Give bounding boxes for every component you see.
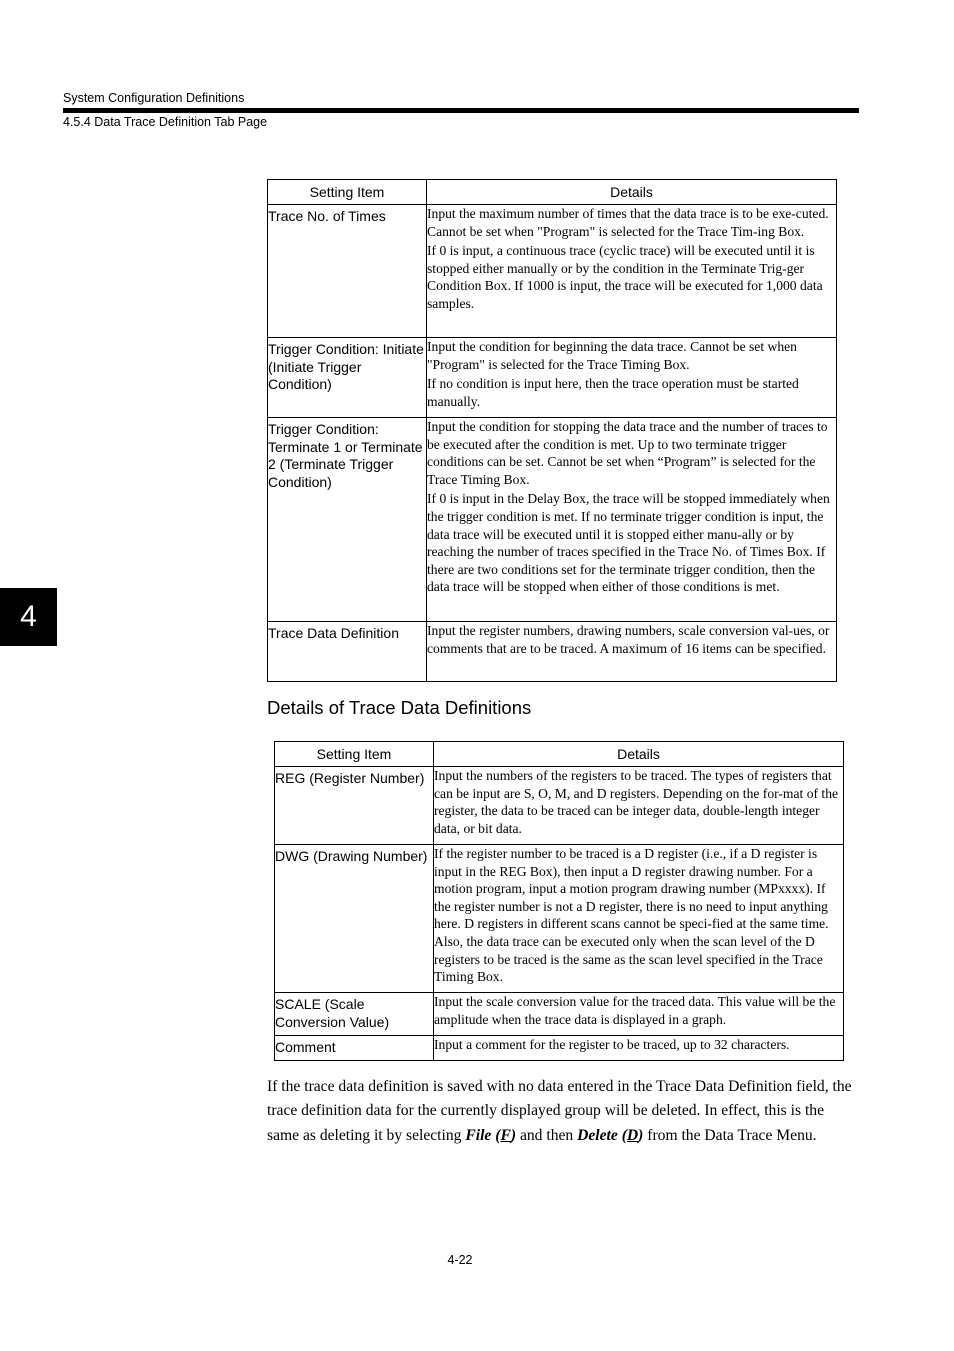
setting-item-cell: DWG (Drawing Number) (275, 845, 434, 993)
details-text: Input a comment for the register to be traced, up to 32 characters. (434, 1037, 790, 1052)
delete-menu-ref (577, 1127, 643, 1144)
table-row (268, 622, 837, 682)
setting-item-cell: SCALE (Scale Conversion Value) (275, 993, 434, 1036)
file-label: File ( (465, 1126, 501, 1144)
paragraph-text: from the Data Trace Menu. (643, 1126, 817, 1144)
details-text: If the register number to be traced is a D register (i.e., if a D register is input in the REG Box), then input a D register drawing number. For a motion program, input a motion program drawing number (MPxxxx). If the register number is not a D register, there is no need to input anything here. D registers in different scans cannot be speci-fied at the same time. Also, the data trace can be executed only when the scan level of the D registers to be traced is the same as the scan level specified in the Trace Timing Box. (434, 846, 829, 985)
table-row (268, 418, 837, 622)
section-title: 4.5.4 Data Trace Definition Tab Page (63, 115, 268, 129)
details-cell (427, 418, 837, 622)
details-text: Input the scale conversion value for the traced data. This value will be the amplitude when the trace data is displayed in a graph. (434, 994, 836, 1027)
setting-item-cell: Comment (275, 1036, 434, 1061)
file-menu-ref (465, 1127, 516, 1144)
details-cell (427, 622, 837, 682)
setting-item-cell: Trace Data Definition (268, 622, 427, 682)
details-cell (434, 993, 844, 1036)
column-header-item: Setting Item (268, 180, 427, 205)
table-row (275, 993, 844, 1036)
table-header-row (275, 742, 844, 767)
details-text: Input the register numbers, drawing numbers, scale conversion val-ues, or comments that are to be traced. A maximum of 16 items can be specified. (427, 623, 830, 656)
chapter-tab: 4 (0, 588, 57, 646)
file-close-paren: ) (510, 1126, 517, 1144)
details-text: If no condition is input here, then the trace operation must be started manually. (427, 376, 799, 409)
setting-item-cell: Trigger Condition: Terminate 1 or Terminate 2 (Terminate Trigger Condition) (268, 418, 427, 622)
table-row (275, 845, 844, 993)
column-header-details: Details (427, 180, 837, 205)
details-cell (427, 205, 837, 338)
details-text: Input the condition for stopping the data trace and the number of traces to be executed after the condition is met. Up to two terminate trigger conditions can be set. Cannot be set when “Program” is selected for the Trace Timing Box. (427, 419, 828, 487)
table-row (275, 767, 844, 845)
body-paragraph (267, 1075, 859, 1148)
details-cell (434, 845, 844, 993)
details-text: If 0 is input, a continuous trace (cyclic trace) will be executed until it is stopped either manually or by the condition in the Terminate Trig-ger Condition Box. If 1000 is input, the trace will be executed for 1,000 data samples. (427, 243, 823, 311)
details-text: Input the condition for beginning the data trace. Cannot be set when "Program" is selected for the Trace Timing Box. (427, 339, 797, 372)
details-cell (434, 767, 844, 845)
delete-label: Delete ( (577, 1126, 627, 1144)
table-row (268, 338, 837, 418)
table-header-row (268, 180, 837, 205)
column-header-details: Details (434, 742, 844, 767)
details-cell (434, 1036, 844, 1061)
settings-table (267, 179, 837, 682)
details-text: Input the numbers of the registers to be traced. The types of registers that can be input are S, O, M, and D registers. Depending on the for-mat of the register, the data to be traced can be integer data, double-length integer data, or bit data. (434, 768, 839, 836)
column-header-item: Setting Item (275, 742, 434, 767)
file-key: F (500, 1126, 511, 1144)
details-text: If 0 is input in the Delay Box, the trace will be stopped immediately when the trigger condition is met. If no terminate trigger condition is input, the data trace will be executed until it is stopped either manu-ally or by reaching the number of traces specified in the Trace No. of Times Box. If there are two conditions set for the terminate trigger condition, then the data trace will be stopped when either of those conditions is met. (427, 491, 830, 595)
setting-item-cell: Trigger Condition: Initiate (Initiate Trigger Condition) (268, 338, 427, 418)
header-rule (63, 108, 859, 113)
details-text: Input the maximum number of times that the data trace is to be exe-cuted. Cannot be set when "Program" is selected for the Trace Tim-ing Box. (427, 206, 829, 239)
table-row (268, 205, 837, 338)
chapter-title: System Configuration Definitions (63, 91, 245, 105)
paragraph-text: If the trace data definition is saved with no data entered in the Trace Data Definition field, the trace definition data for the currently displayed group will be deleted. In effect, this is the same as deleting it by selecting (267, 1078, 852, 1144)
page-number: 4-22 (447, 1253, 473, 1267)
setting-item-cell: Trace No. of Times (268, 205, 427, 338)
delete-key: D (626, 1126, 639, 1144)
details-cell (427, 338, 837, 418)
trace-data-table (274, 741, 844, 1061)
table-row (275, 1036, 844, 1061)
delete-close-paren: ) (638, 1126, 644, 1144)
setting-item-cell: REG (Register Number) (275, 767, 434, 845)
paragraph-text: and then (516, 1126, 578, 1144)
subheading: Details of Trace Data Definitions (267, 697, 532, 718)
